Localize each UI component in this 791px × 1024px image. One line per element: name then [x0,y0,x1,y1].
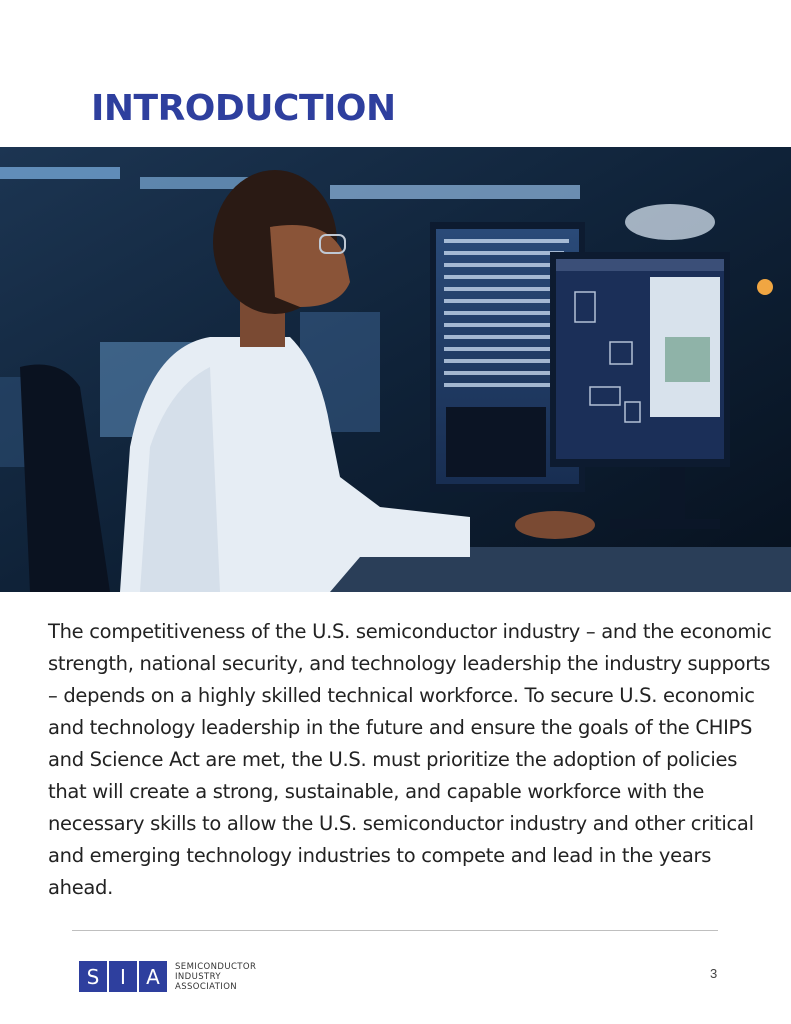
footer-divider [72,930,718,931]
logo-line-3: ASSOCIATION [175,981,238,992]
intro-paragraph: The competitiveness of the U.S. semiconductor industry – and the economic strength, national security, and technology leadership the industry supports – depends on a highly skilled technical workforce. To secure U.S. economic and technology leadership in the future and ensure the goals of the CHIPS and Science Act are met, the U.S. must prioritize the adoption of policies that will create a strong, sustainable, and capable workforce with the necessary skills to allow the U.S. semiconductor industry and other critical and emerging technology industries to compete and lead in the years ahead. [48,620,772,899]
sia-logo [79,961,256,992]
logo-letter-i: I [109,961,137,992]
page-number: 3 [710,966,718,981]
logo-line-1: SEMICONDUCTOR [175,961,257,972]
logo-letter-s: S [79,961,107,992]
logo-letter-a: A [139,961,167,992]
hero-photo [0,147,791,592]
logo-line-2: INDUSTRY [175,971,221,982]
page-title: INTRODUCTION [91,88,396,129]
logo-wordmark [175,962,256,992]
